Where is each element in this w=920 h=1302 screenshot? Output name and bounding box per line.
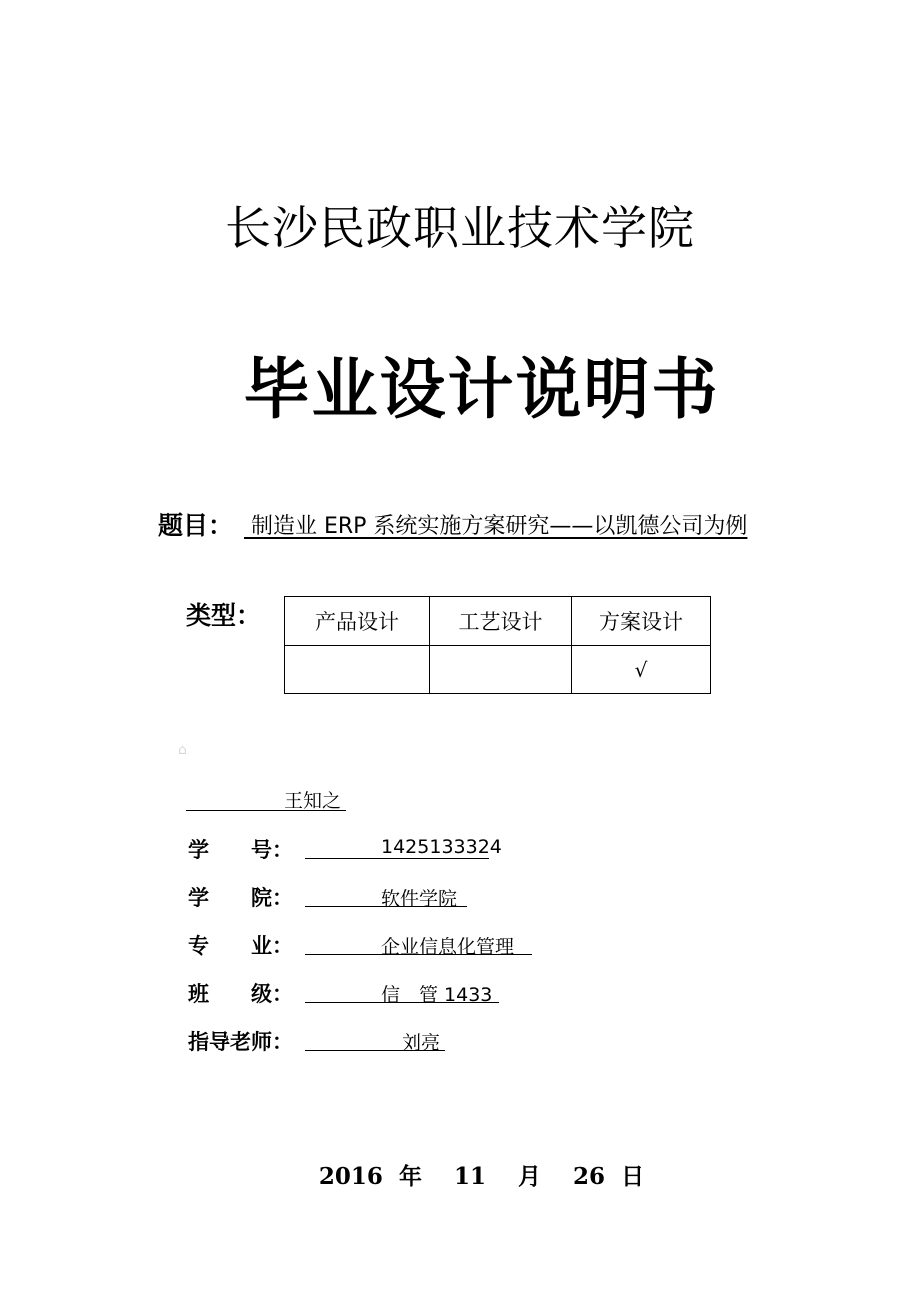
field-value-college: 软件学院 (381, 888, 458, 910)
field-value-major: 企业信息化管理 (381, 936, 515, 958)
date-month-unit: 月 (518, 1163, 542, 1190)
date-line (0, 1158, 920, 1191)
topic-label: 题目： (158, 511, 234, 540)
date-year: 2016 (318, 1163, 383, 1190)
type-mark-scheme: √ (572, 646, 711, 694)
type-label: 类型： (186, 601, 262, 630)
design-type-table (284, 596, 711, 694)
topic-value: 制造业 ERP 系统实施方案研究——以凯德公司为例 (244, 514, 748, 539)
field-value-class: 信 管 1433 (381, 984, 493, 1006)
field-value-student-id: 1425133324 (381, 836, 502, 858)
student-name: 王知之 (284, 790, 342, 812)
field-label-advisor: 指导老师： (188, 1030, 293, 1054)
document-title: 毕业设计说明书 (243, 351, 720, 428)
field-label-college: 学 院： (188, 886, 293, 910)
date-day: 26 (573, 1163, 606, 1190)
faint-mark: ⌂ (178, 742, 187, 758)
date-day-unit: 日 (621, 1163, 645, 1190)
type-header-scheme: 方案设计 (572, 597, 711, 646)
type-header-process: 工艺设计 (430, 597, 572, 646)
type-mark-process (430, 646, 572, 694)
date-year-unit: 年 (398, 1163, 422, 1190)
type-mark-product (285, 646, 430, 694)
school-name: 长沙民政职业技术学院 (225, 201, 695, 255)
field-label-major: 专 业： (188, 934, 293, 958)
field-label-student-id: 学 号： (188, 838, 293, 862)
type-header-product: 产品设计 (285, 597, 430, 646)
date-month: 11 (453, 1163, 486, 1190)
field-value-advisor: 刘亮 (402, 1032, 441, 1054)
field-label-class: 班 级： (188, 982, 293, 1006)
